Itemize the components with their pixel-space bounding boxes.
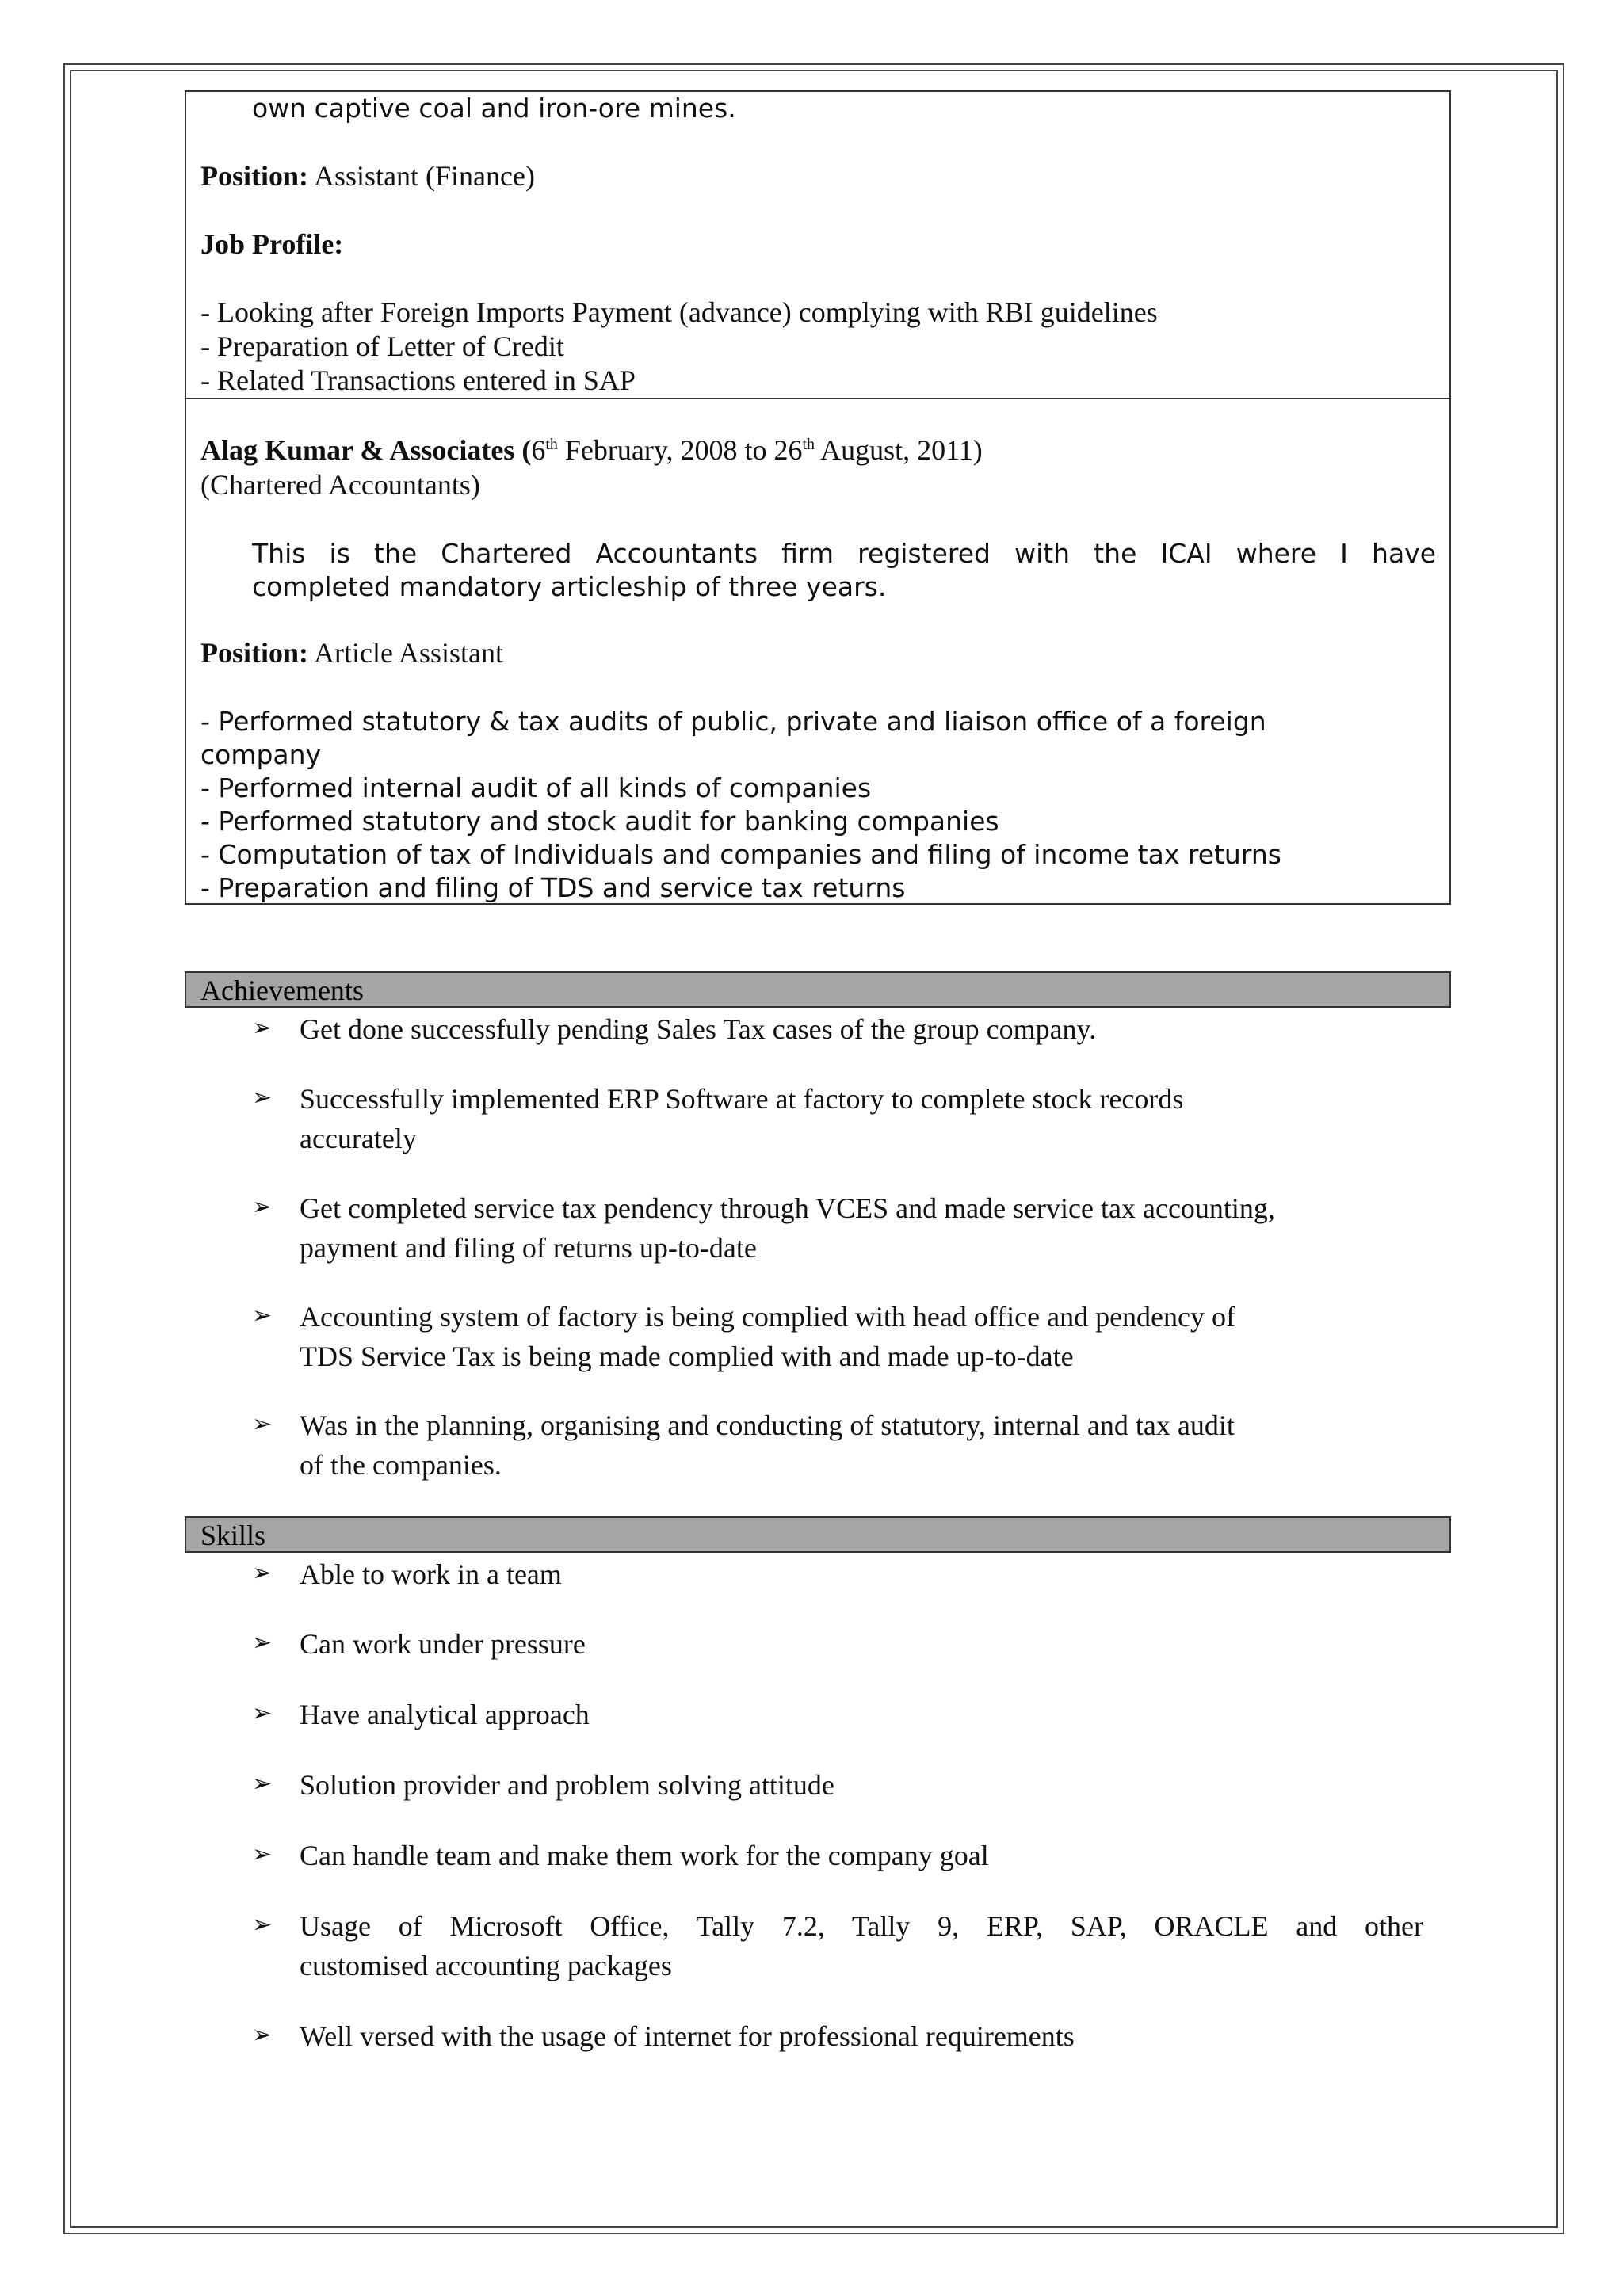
bullet-arrow-icon: ➢ — [252, 1193, 273, 1221]
bullet-arrow-icon: ➢ — [252, 1559, 273, 1587]
achievement-item: TDS Service Tax is being made complied with and made up-to-date — [300, 1341, 1074, 1372]
job-item: - Looking after Foreign Imports Payment (advance) complying with RBI guidelines — [200, 296, 1158, 328]
skill-item: Able to work in a team — [300, 1558, 562, 1590]
firm-position-value: Article Assistant — [314, 637, 504, 669]
skill-item: customised accounting packages — [300, 1950, 672, 1981]
firm-name: Alag Kumar & Associates ( — [200, 434, 532, 466]
position-label: Position: — [200, 160, 309, 192]
firm-description: This is the Chartered Accountants firm registered with the ICAI where I have — [252, 538, 1436, 569]
bullet-arrow-icon: ➢ — [252, 1084, 273, 1112]
firm-title: Alag Kumar & Associates (6th February, 2008 to 26th August, 2011) — [200, 434, 983, 466]
bullet-arrow-icon: ➢ — [252, 1699, 273, 1727]
skill-item: Can work under pressure — [300, 1628, 586, 1660]
skills-title: Skills — [200, 1520, 266, 1551]
bullet-arrow-icon: ➢ — [252, 1911, 273, 1939]
achievement-item: Was in the planning, organising and conducting of statutory, internal and tax audit — [300, 1409, 1235, 1441]
duty-item: - Performed statutory and stock audit for banking companies — [200, 806, 999, 837]
skill-item: Well versed with the usage of internet for professional requirements — [300, 2020, 1075, 2052]
achievement-item: Accounting system of factory is being complied with head office and pendency of — [300, 1301, 1235, 1333]
duty-item: - Computation of tax of Individuals and companies and filing of income tax returns — [200, 839, 1281, 870]
bullet-arrow-icon: ➢ — [252, 1410, 273, 1438]
bullet-arrow-icon: ➢ — [252, 1302, 273, 1329]
achievement-item: payment and filing of returns up-to-date — [300, 1232, 757, 1264]
bullet-arrow-icon: ➢ — [252, 1629, 273, 1657]
firm-position-line: Position: Article Assistant — [200, 637, 504, 669]
firm-subtitle: (Chartered Accountants) — [200, 469, 480, 501]
skill-item: Solution provider and problem solving attitude — [300, 1769, 834, 1801]
position-line — [200, 158, 535, 193]
bullet-arrow-icon: ➢ — [252, 1014, 273, 1042]
job-item: - Related Transactions entered in SAP — [200, 364, 636, 396]
duty-item: - Preparation and filing of TDS and service tax returns — [200, 872, 906, 903]
bullet-arrow-icon: ➢ — [252, 1770, 273, 1798]
skill-item: Have analytical approach — [300, 1699, 590, 1730]
achievement-item: accurately — [300, 1123, 417, 1154]
skill-item: Can handle team and make them work for the company goal — [300, 1840, 989, 1871]
achievement-item: Get done successfully pending Sales Tax cases of the group company. — [300, 1013, 1097, 1045]
firm-description: completed mandatory articleship of three years. — [252, 571, 887, 602]
duty-item: - Performed internal audit of all kinds of companies — [200, 772, 872, 803]
bullet-arrow-icon: ➢ — [252, 2021, 273, 2049]
duty-item: company — [200, 739, 322, 770]
achievement-item: of the companies. — [300, 1449, 502, 1481]
skills-header — [185, 1516, 1451, 1553]
bullet-arrow-icon: ➢ — [252, 1840, 273, 1868]
achievement-item: Successfully implemented ERP Software at factory to complete stock records — [300, 1083, 1184, 1115]
achievements-title: Achievements — [200, 974, 364, 1006]
position-value: Assistant (Finance) — [314, 160, 535, 192]
achievements-header — [185, 971, 1451, 1008]
duty-item: - Performed statutory & tax audits of public, private and liaison office of a foreign — [200, 706, 1266, 737]
achievement-item: Get completed service tax pendency through VCES and made service tax accounting, — [300, 1192, 1275, 1224]
skill-item: Usage of Microsoft Office, Tally 7.2, Tally 9, ERP, SAP, ORACLE and other — [300, 1910, 1423, 1942]
job-profile-heading: Job Profile: — [200, 228, 344, 260]
company-description-continued: own captive coal and iron-ore mines. — [252, 93, 736, 124]
job-item: - Preparation of Letter of Credit — [200, 330, 564, 362]
